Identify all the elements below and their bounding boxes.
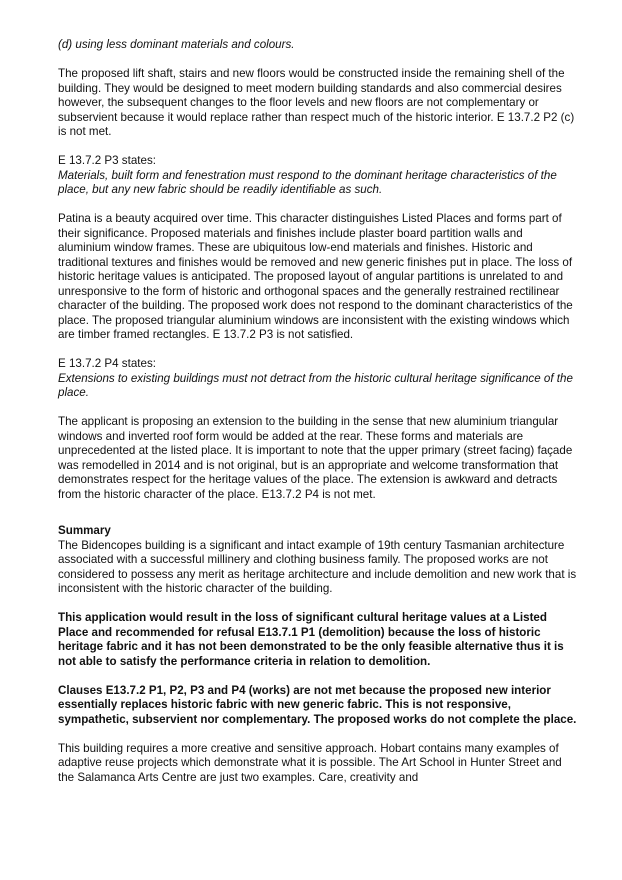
clauses-paragraph: Clauses E13.7.2 P1, P2, P3 and P4 (works) are not met because the proposed new interior essentially replaces historic fabric with new generic fabric. This is not responsive, sympathetic, subservient nor complementary. The proposed works do not complete the place. [58, 683, 577, 726]
extension-paragraph: The applicant is proposing an extension to the building in the sense that new aluminium triangular windows and inverted roof form would be added at the rear. These forms and materials are unprecedented at the listed place. It is important to note that the upper primary (street facing) façade was remodelled in 2014 and is not original, but is an appropriate and welcome transformation that demonstrates respect for the heritage values of the place. The extension is awkward and detracts from the historic character of the place. E13.7.2 P4 is not met. [58, 415, 573, 501]
p4-quote: Extensions to existing buildings must not detract from the historic cultural heritage significance of the place. [58, 371, 573, 399]
summary-text: The Bidencopes building is a significant and intact example of 19th century Tasmanian architecture associated with a successful millinery and clothing business family. The proposed works are not considered to possess any merit as heritage architecture and include demolition and new work that is inconsistent with the historic character of the building. [58, 538, 577, 595]
recommendation-paragraph: This application would result in the loss of significant cultural heritage values at a Listed Place and recommended for refusal E13.7.1 P1 (demolition) because the loss of historic heritage fabric and it has not been demonstrated to be the only feasible alternative thus it is not able to satisfy the performance criteria in relation to demolition. [58, 611, 564, 668]
document-page [58, 38, 578, 785]
patina-paragraph: Patina is a beauty acquired over time. This character distinguishes Listed Places and forms part of their significance. Proposed materials and finishes include plaster board partition walls and aluminium window frames. These are ubiquitous low-end materials and finishes. Historic and traditional textures and finishes would be removed and new generic finishes put in place. The loss of historic heritage values is anticipated. The proposed layout of angular partitions is unrelated to and unresponsive to the form of historic and orthogonal spaces and the generally restrained rectilinear character of the building. The proposed work does not respond to the dominant characteristics of the place. The proposed triangular aluminium windows are inconsistent with the existing windows which are timber framed rectangles. E 13.7.2 P3 is not satisfied. [58, 212, 573, 341]
lift-shaft-paragraph: The proposed lift shaft, stairs and new floors would be constructed inside the remaining shell of the building. They would be designed to meet modern building standards and also commercial desires however, the subsequent changes to the floor levels and new floors are not complementary or subservient because it would replace rather than respect much of the historic interior. E 13.7.2 P2 (c) is not met. [58, 67, 575, 138]
closing-paragraph: This building requires a more creative and sensitive approach. Hobart contains many examples of adaptive reuse projects which demonstrate what it is possible. The Art School in Hunter Street and the Salamanca Arts Centre are just two examples. Care, creativity and [58, 741, 562, 784]
p3-quote: Materials, built form and fenestration must respond to the dominant heritage characteristics of the place, but any new fabric should be readily identifiable as such. [58, 168, 557, 196]
summary-heading: Summary [58, 524, 111, 537]
criterion-d-text: (d) using less dominant materials and colours. [58, 38, 295, 51]
p3-heading: E 13.7.2 P3 states: [58, 154, 156, 167]
p4-heading: E 13.7.2 P4 states: [58, 357, 156, 370]
